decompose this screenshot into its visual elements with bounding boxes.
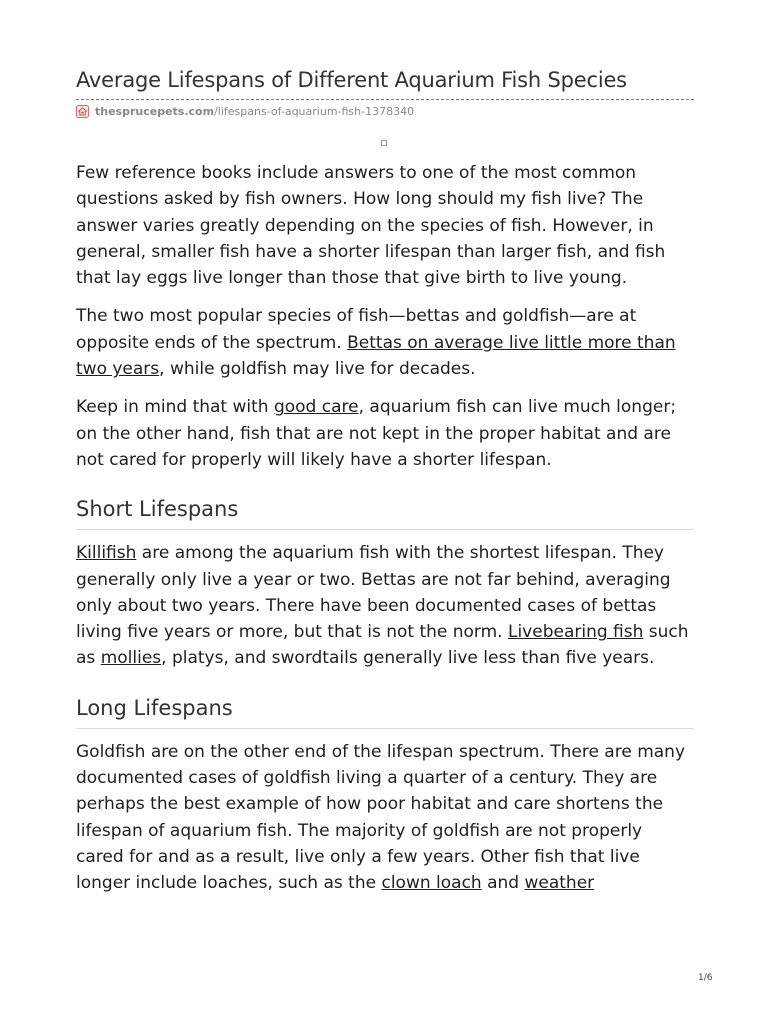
document-title: Average Lifespans of Different Aquarium Fish Species: [76, 68, 627, 92]
page-number: 1/6: [698, 973, 713, 983]
source-url[interactable]: [76, 105, 414, 118]
short-lifespans-paragraph: Killifish are among the aquarium fish with the shortest lifespan. They generally only live a year or two. Bettas are not far behind, averaging only about two years. There have been documented cases of bettas living five years or more, but that is not the norm. Livebearing fish such as mollies, platys, and swordtails generally live less than five years.: [76, 543, 689, 669]
good-care-link[interactable]: good care: [273, 397, 359, 418]
long-lifespans-paragraph: Goldfish are on the other end of the lifespan spectrum. There are many documented cases of goldfish living a quarter of a century. They are perhaps the best example of how poor habitat and care shortens the lifespan of aquarium fish. The majority of goldfish are not properly cared for and as a result, live only a few years. Other fish that live longer include loaches, such as the clown loach and weather: [76, 741, 686, 894]
site-logo-icon: [76, 105, 89, 118]
mollies-link[interactable]: mollies: [100, 648, 162, 669]
weather-loach-link[interactable]: weather: [524, 873, 595, 894]
section-heading-long-lifespans: Long Lifespans: [76, 696, 694, 729]
placeholder-marker: [381, 140, 387, 146]
source-path: /lifespans-of-aquarium-fish-1378340: [214, 105, 415, 118]
killifish-link[interactable]: Killifish: [76, 543, 137, 564]
title-divider: [76, 99, 694, 100]
source-domain: thesprucepets.com: [95, 105, 215, 118]
intro-paragraph-2: The two most popular species of fish—bettas and goldfish—are at opposite ends of the spectrum. Bettas on average live little more than two years, while goldfish may live for decades.: [76, 306, 676, 380]
livebearing-fish-link[interactable]: Livebearing fish: [507, 622, 644, 643]
intro-paragraph-3: Keep in mind that with good care, aquarium fish can live much longer; on the other hand, fish that are not kept in the proper habitat and are not cared for properly will likely have a shorter lifespan.: [76, 397, 677, 470]
clown-loach-link[interactable]: clown loach: [381, 873, 482, 894]
section-heading-short-lifespans: Short Lifespans: [76, 497, 694, 530]
bettas-lifespan-link[interactable]: Bettas on average live little more than two years: [76, 332, 676, 380]
intro-paragraph-1: Few reference books include answers to one of the most common questions asked by fish owners. How long should my fish live? The answer varies greatly depending on the species of fish. However, in general, smaller fish have a shorter lifespan than larger fish, and fish that lay eggs live longer than those that give birth to live young.: [76, 163, 666, 289]
article-body: [76, 160, 694, 909]
